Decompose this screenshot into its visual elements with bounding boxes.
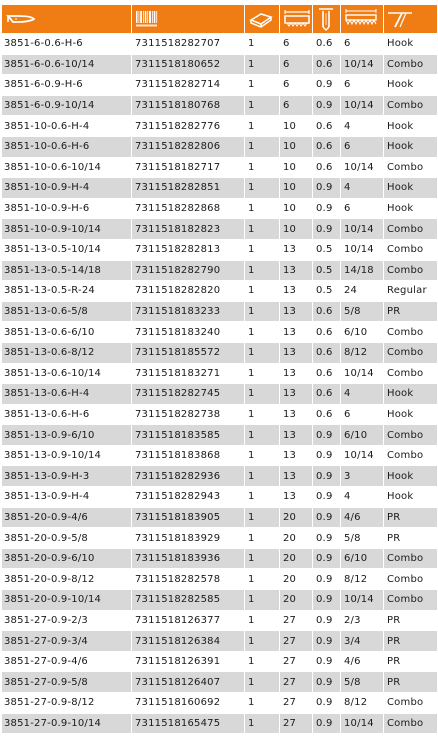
table-row [2,198,438,219]
blade-length-icon [282,8,312,30]
length-cell: 10 [280,116,313,137]
table-row [2,363,438,384]
barcode-cell: 7311518126391 [132,651,245,672]
length-cell: 6 [280,95,313,116]
length-cell: 13 [280,425,313,446]
tpi-cell: 4/6 [341,507,384,528]
length-cell: 13 [280,301,313,322]
length-cell: 13 [280,487,313,508]
quantity-cell: 1 [245,651,280,672]
thickness-cell: 0.9 [313,528,341,549]
quantity-cell: 1 [245,569,280,590]
thickness-cell: 0.6 [313,384,341,405]
quantity-cell: 1 [245,198,280,219]
tooth-type-cell: Hook [384,178,438,199]
tooth-type-cell: PR [384,301,438,322]
barcode-cell: 7311518183271 [132,363,245,384]
tpi-cell: 2/3 [341,610,384,631]
quantity-cell: 1 [245,590,280,611]
length-cell: 27 [280,651,313,672]
part-number-cell: 3851-13-0.5-R-24 [2,281,132,302]
length-cell: 20 [280,569,313,590]
part-number-cell: 3851-10-0.9-10/14 [2,219,132,240]
tpi-cell: 4/6 [341,651,384,672]
tooth-type-cell: PR [384,631,438,652]
table-row [2,404,438,425]
part-number-cell: 3851-13-0.6-H-4 [2,384,132,405]
thickness-cell: 0.5 [313,260,341,281]
thickness-cell: 0.9 [313,178,341,199]
quantity-cell: 1 [245,219,280,240]
quantity-cell: 1 [245,610,280,631]
barcode-cell: 7311518282820 [132,281,245,302]
table-row [2,178,438,199]
table-row [2,425,438,446]
tooth-type-cell: Combo [384,54,438,75]
part-number-cell: 3851-27-0.9-10/14 [2,713,132,734]
thickness-cell: 0.6 [313,301,341,322]
table-row [2,672,438,693]
quantity-cell: 1 [245,363,280,384]
quantity-cell: 1 [245,54,280,75]
part-number-cell: 3851-10-0.6-10/14 [2,157,132,178]
tpi-cell: 6 [341,404,384,425]
length-cell: 20 [280,507,313,528]
tpi-cell: 5/8 [341,672,384,693]
length-cell: 13 [280,281,313,302]
tpi-cell: 10/14 [341,54,384,75]
part-number-cell: 3851-20-0.9-10/14 [2,590,132,611]
tooth-type-cell: Combo [384,95,438,116]
tooth-type-cell: Combo [384,425,438,446]
table-row [2,34,438,55]
barcode-cell: 7311518180652 [132,54,245,75]
tpi-cell: 10/14 [341,363,384,384]
tpi-cell: 10/14 [341,95,384,116]
table-row [2,569,438,590]
table-row [2,487,438,508]
table-row [2,590,438,611]
part-number-cell: 3851-6-0.9-10/14 [2,95,132,116]
tooth-type-icon [386,8,416,30]
tpi-cell: 6 [341,198,384,219]
header-quantity [245,5,280,34]
part-number-cell: 3851-20-0.9-4/6 [2,507,132,528]
barcode-cell: 7311518282936 [132,466,245,487]
barcode-cell: 7311518282790 [132,260,245,281]
thickness-cell: 0.9 [313,507,341,528]
length-cell: 10 [280,136,313,157]
part-number-cell: 3851-13-0.9-H-4 [2,487,132,508]
tooth-type-cell: PR [384,528,438,549]
tooth-type-cell: Combo [384,239,438,260]
tooth-type-cell: PR [384,672,438,693]
thickness-cell: 0.6 [313,404,341,425]
tooth-type-cell: Hook [384,384,438,405]
length-cell: 6 [280,54,313,75]
header-part-number [2,5,132,34]
tpi-cell: 10/14 [341,157,384,178]
length-cell: 27 [280,610,313,631]
thickness-cell: 0.6 [313,363,341,384]
barcode-cell: 7311518183905 [132,507,245,528]
barcode-cell: 7311518282806 [132,136,245,157]
tooth-type-cell: Regular [384,281,438,302]
quantity-cell: 1 [245,301,280,322]
part-number-cell: 3851-13-0.9-6/10 [2,425,132,446]
thickness-cell: 0.9 [313,590,341,611]
quantity-cell: 1 [245,445,280,466]
barcode-cell: 7311518183868 [132,445,245,466]
length-cell: 13 [280,260,313,281]
teeth-per-inch-icon [343,8,379,30]
quantity-cell: 1 [245,95,280,116]
barcode-cell: 7311518182717 [132,157,245,178]
quantity-cell: 1 [245,384,280,405]
thickness-cell: 0.9 [313,693,341,714]
tooth-type-cell: Combo [384,219,438,240]
tooth-type-cell: PR [384,507,438,528]
tpi-cell: 10/14 [341,219,384,240]
quantity-cell: 1 [245,322,280,343]
tooth-type-cell: Hook [384,116,438,137]
length-cell: 6 [280,34,313,55]
thickness-cell: 0.9 [313,569,341,590]
tpi-cell: 8/12 [341,569,384,590]
barcode-cell: 7311518180768 [132,95,245,116]
part-number-cell: 3851-13-0.5-14/18 [2,260,132,281]
thickness-cell: 0.9 [313,487,341,508]
barcode-cell: 7311518126407 [132,672,245,693]
tooth-type-cell: Hook [384,404,438,425]
barcode-icon [134,8,162,30]
quantity-cell: 1 [245,136,280,157]
table-row [2,528,438,549]
table-row [2,157,438,178]
tooth-type-cell: Combo [384,363,438,384]
thickness-cell: 0.9 [313,75,341,96]
length-cell: 13 [280,239,313,260]
tpi-cell: 5/8 [341,301,384,322]
quantity-cell: 1 [245,157,280,178]
tooth-type-cell: Combo [384,590,438,611]
table-row [2,219,438,240]
length-cell: 27 [280,672,313,693]
quantity-cell: 1 [245,75,280,96]
barcode-cell: 7311518282868 [132,198,245,219]
part-number-cell: 3851-6-0.6-10/14 [2,54,132,75]
part-number-cell: 3851-6-0.6-H-6 [2,34,132,55]
length-cell: 20 [280,548,313,569]
table-row [2,693,438,714]
table-row [2,713,438,734]
tpi-cell: 4 [341,384,384,405]
tooth-type-cell: Hook [384,136,438,157]
quantity-cell: 1 [245,425,280,446]
tooth-type-cell: Combo [384,260,438,281]
thickness-cell: 0.9 [313,425,341,446]
blade-thickness-icon [315,7,337,31]
thickness-cell: 0.9 [313,548,341,569]
part-number-cell: 3851-10-0.9-H-4 [2,178,132,199]
tooth-type-cell: Hook [384,75,438,96]
quantity-cell: 1 [245,404,280,425]
thickness-cell: 0.9 [313,610,341,631]
part-number-cell: 3851-13-0.6-10/14 [2,363,132,384]
thickness-cell: 0.6 [313,322,341,343]
length-cell: 10 [280,157,313,178]
length-cell: 13 [280,466,313,487]
thickness-cell: 0.9 [313,631,341,652]
quantity-cell: 1 [245,713,280,734]
tpi-cell: 6 [341,34,384,55]
quantity-cell: 1 [245,116,280,137]
quantity-cell: 1 [245,507,280,528]
quantity-cell: 1 [245,342,280,363]
table-row [2,631,438,652]
thickness-cell: 0.9 [313,198,341,219]
barcode-cell: 7311518183240 [132,322,245,343]
quantity-cell: 1 [245,260,280,281]
barcode-cell: 7311518282714 [132,75,245,96]
tpi-cell: 8/12 [341,342,384,363]
table-row [2,136,438,157]
thickness-cell: 0.6 [313,157,341,178]
barcode-cell: 7311518282776 [132,116,245,137]
barcode-cell: 7311518282851 [132,178,245,199]
tpi-cell: 10/14 [341,445,384,466]
table-row [2,301,438,322]
table-row [2,95,438,116]
length-cell: 27 [280,631,313,652]
quantity-cell: 1 [245,239,280,260]
part-number-cell: 3851-13-0.5-10/14 [2,239,132,260]
header-barcode [132,5,245,34]
table-header-row [2,5,438,34]
barcode-cell: 7311518165475 [132,713,245,734]
part-number-cell: 3851-13-0.6-5/8 [2,301,132,322]
header-teeth-per-inch [341,5,384,34]
thickness-cell: 0.6 [313,116,341,137]
barcode-cell: 7311518126377 [132,610,245,631]
thickness-cell: 0.9 [313,713,341,734]
length-cell: 27 [280,713,313,734]
tooth-type-cell: Combo [384,322,438,343]
package-quantity-icon [247,8,275,30]
barcode-cell: 7311518183233 [132,301,245,322]
thickness-cell: 0.6 [313,342,341,363]
part-number-cell: 3851-27-0.9-2/3 [2,610,132,631]
length-cell: 10 [280,198,313,219]
quantity-cell: 1 [245,487,280,508]
table-row [2,239,438,260]
tpi-cell: 8/12 [341,693,384,714]
part-number-cell: 3851-20-0.9-5/8 [2,528,132,549]
tpi-cell: 10/14 [341,590,384,611]
tooth-type-cell: Hook [384,466,438,487]
thickness-cell: 0.9 [313,466,341,487]
length-cell: 13 [280,404,313,425]
thickness-cell: 0.6 [313,136,341,157]
length-cell: 10 [280,178,313,199]
table-row [2,75,438,96]
length-cell: 13 [280,342,313,363]
thickness-cell: 0.5 [313,239,341,260]
tpi-cell: 6 [341,75,384,96]
length-cell: 20 [280,528,313,549]
quantity-cell: 1 [245,178,280,199]
part-number-cell: 3851-27-0.9-5/8 [2,672,132,693]
tooth-type-cell: PR [384,610,438,631]
table-row [2,507,438,528]
part-number-cell: 3851-13-0.9-H-3 [2,466,132,487]
length-cell: 13 [280,445,313,466]
tooth-type-cell: PR [384,651,438,672]
length-cell: 27 [280,693,313,714]
table-row [2,445,438,466]
table-row [2,342,438,363]
part-number-cell: 3851-27-0.9-8/12 [2,693,132,714]
tpi-cell: 10/14 [341,713,384,734]
thickness-cell: 0.6 [313,34,341,55]
thickness-cell: 0.6 [313,54,341,75]
length-cell: 13 [280,322,313,343]
table-row [2,548,438,569]
tpi-cell: 14/18 [341,260,384,281]
header-length [280,5,313,34]
table-row [2,116,438,137]
part-number-cell: 3851-13-0.9-10/14 [2,445,132,466]
thickness-cell: 0.9 [313,445,341,466]
tpi-cell: 6 [341,136,384,157]
part-number-cell: 3851-10-0.9-H-6 [2,198,132,219]
length-cell: 13 [280,363,313,384]
table-row [2,466,438,487]
tooth-type-cell: Hook [384,198,438,219]
quantity-cell: 1 [245,528,280,549]
length-cell: 10 [280,219,313,240]
tooth-type-cell: Hook [384,34,438,55]
barcode-cell: 7311518126384 [132,631,245,652]
tpi-cell: 6/10 [341,548,384,569]
thickness-cell: 0.9 [313,651,341,672]
tpi-cell: 3/4 [341,631,384,652]
length-cell: 6 [280,75,313,96]
barcode-cell: 7311518282813 [132,239,245,260]
product-spec-table [1,4,438,734]
part-number-cell: 3851-27-0.9-4/6 [2,651,132,672]
thickness-cell: 0.9 [313,219,341,240]
part-number-cell: 3851-10-0.6-H-6 [2,136,132,157]
part-number-cell: 3851-20-0.9-8/12 [2,569,132,590]
barcode-cell: 7311518282585 [132,590,245,611]
table-row [2,54,438,75]
tpi-cell: 4 [341,487,384,508]
part-number-cell: 3851-13-0.6-6/10 [2,322,132,343]
barcode-cell: 7311518185572 [132,342,245,363]
quantity-cell: 1 [245,548,280,569]
barcode-cell: 7311518282943 [132,487,245,508]
barcode-cell: 7311518160692 [132,693,245,714]
barcode-cell: 7311518183936 [132,548,245,569]
table-row [2,281,438,302]
tpi-cell: 3 [341,466,384,487]
quantity-cell: 1 [245,466,280,487]
barcode-cell: 7311518183585 [132,425,245,446]
header-tooth-type [384,5,438,34]
quantity-cell: 1 [245,281,280,302]
quantity-cell: 1 [245,631,280,652]
tooth-type-cell: Combo [384,713,438,734]
table-row [2,322,438,343]
tooth-type-cell: Combo [384,569,438,590]
part-number-cell: 3851-6-0.9-H-6 [2,75,132,96]
part-number-cell: 3851-27-0.9-3/4 [2,631,132,652]
table-row [2,610,438,631]
barcode-cell: 7311518282745 [132,384,245,405]
barcode-cell: 7311518282738 [132,404,245,425]
table-row [2,260,438,281]
tpi-cell: 6/10 [341,322,384,343]
tpi-cell: 4 [341,116,384,137]
thickness-cell: 0.5 [313,281,341,302]
length-cell: 13 [280,384,313,405]
tooth-type-cell: Combo [384,157,438,178]
tpi-cell: 6/10 [341,425,384,446]
barcode-cell: 7311518183929 [132,528,245,549]
tooth-type-cell: Combo [384,445,438,466]
thickness-cell: 0.9 [313,672,341,693]
part-number-cell: 3851-10-0.6-H-4 [2,116,132,137]
quantity-cell: 1 [245,672,280,693]
quantity-cell: 1 [245,693,280,714]
barcode-cell: 7311518282578 [132,569,245,590]
tooth-type-cell: Combo [384,693,438,714]
table-row [2,651,438,672]
tooth-type-cell: Combo [384,548,438,569]
part-number-cell: 3851-20-0.9-6/10 [2,548,132,569]
tpi-cell: 24 [341,281,384,302]
length-cell: 20 [280,590,313,611]
barcode-cell: 7311518182823 [132,219,245,240]
tpi-cell: 4 [341,178,384,199]
header-thickness [313,5,341,34]
barcode-cell: 7311518282707 [132,34,245,55]
table-row [2,384,438,405]
tpi-cell: 5/8 [341,528,384,549]
tpi-cell: 10/14 [341,239,384,260]
tooth-type-cell: Hook [384,487,438,508]
saw-blade-part-number-icon [4,9,38,29]
part-number-cell: 3851-13-0.6-8/12 [2,342,132,363]
thickness-cell: 0.9 [313,95,341,116]
quantity-cell: 1 [245,34,280,55]
part-number-cell: 3851-13-0.6-H-6 [2,404,132,425]
tooth-type-cell: Combo [384,342,438,363]
